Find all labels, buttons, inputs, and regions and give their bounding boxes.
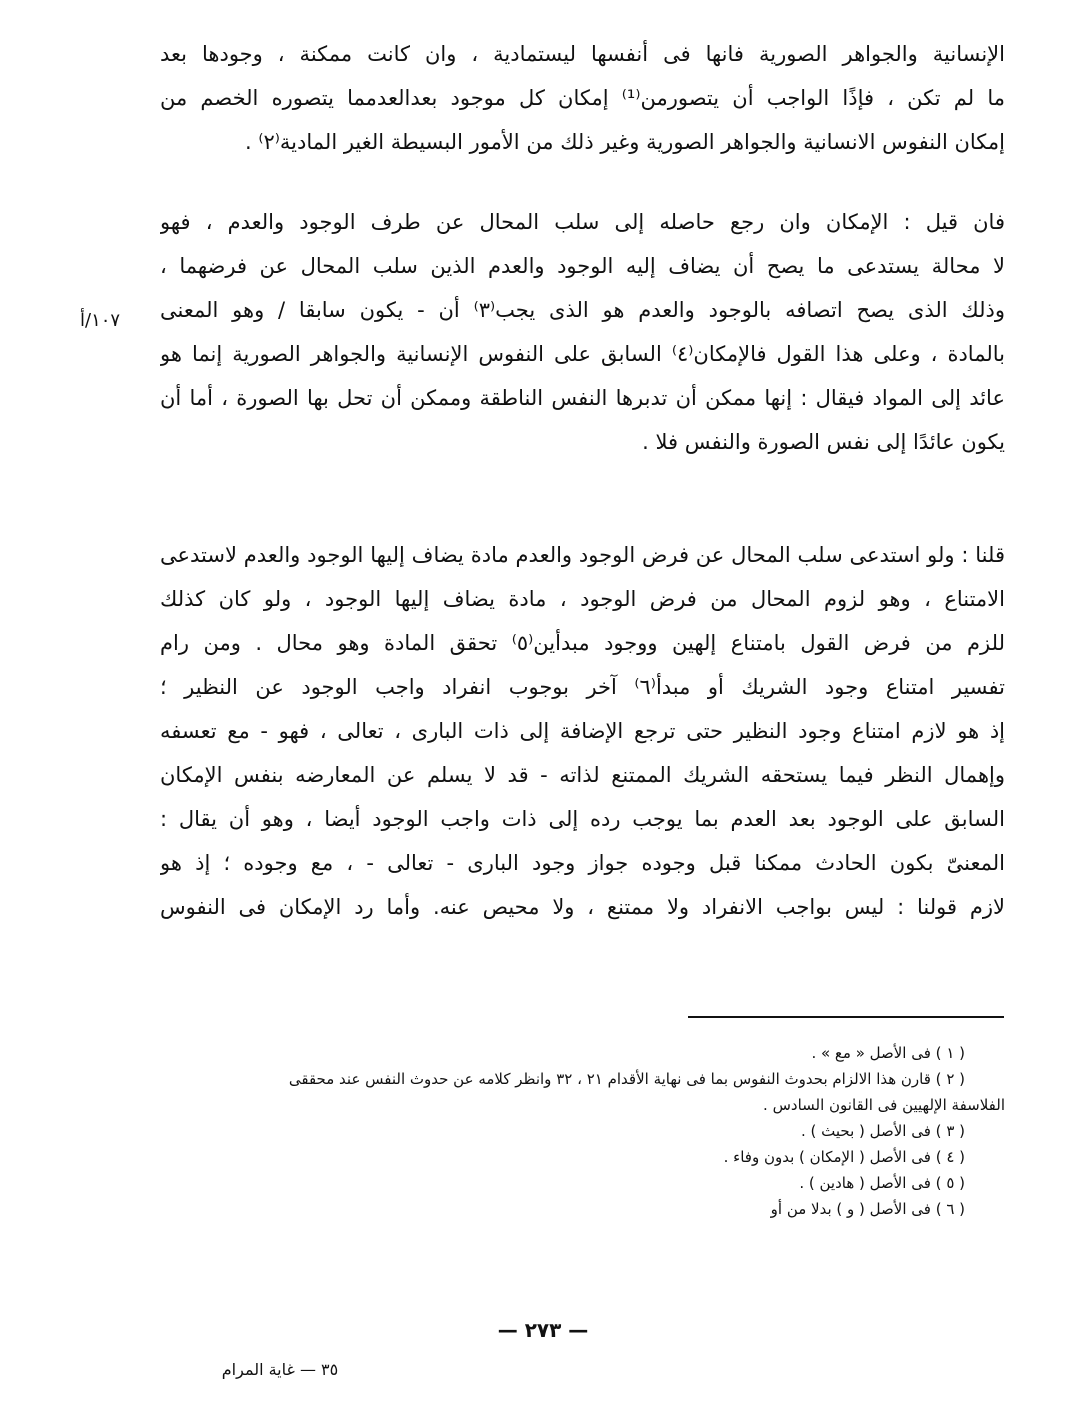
text-line: إذ هو لازم امتناع وجود النظير حتى ترجع الإضافة إلى ذات البارى ، تعالى ، فهو - مع تعسفه <box>160 719 1005 743</box>
text-line: للزم من فرض القول بامتناع إلهين ووجود مبدأين⁽٥⁾ تحقق المادة وهو محال . ومن رام <box>160 631 1005 655</box>
text-line: الامتناع ، وهو لزوم المحال من فرض الوجود ، مادة يضاف إليها الوجود ، ولو كان كذلك <box>160 587 1005 611</box>
footnote: ( ٦ ) فى الأصل ( و ) بدلا من أو <box>770 1200 965 1218</box>
text-line: بالمادة ، وعلى هذا القول فالإمكان⁽٤⁾ السابق على النفوس الإنسانية والجواهر الصورية إنما هو <box>160 342 1005 366</box>
text-line: وإهمال النظر فيما يستحقه الشريك الممتنع لذاته - قد لا يسلم عن المعارضه بنفس الإمكان <box>160 763 1005 787</box>
text-line: وذلك الذى يصح اتصافه بالوجود والعدم هو الذى يجب⁽٣⁾ أن - يكون سابقا / وهو المعنى <box>160 298 1005 322</box>
text-line: المعنىّ بكون الحادث ممكنا قبل وجوده جواز وجود البارى - تعالى - ، مع وجوده ؛ إذ هو <box>160 851 1005 875</box>
paragraph-2 <box>160 200 1005 464</box>
footnote: ( ١ ) فى الأصل « مع » . <box>811 1044 965 1062</box>
text-line: إمكان النفوس الانسانية والجواهر الصورية وغير ذلك من الأمور البسيطة الغير المادية⁽٢⁾ . <box>244 130 1005 154</box>
text-line: لا محالة يستدعى ما يصح أن يضاف إليه الوجود والعدم الذين سلب المحال عن فرضهما ، <box>160 254 1005 278</box>
text-line: لازم قولنا : ليس بواجب الانفراد ولا ممتنع ، ولا محيص عنه. وأما رد الإمكان فى النفوس <box>160 895 1005 919</box>
text-line: تفسير امتناع وجود الشريك أو مبدأ⁽٦⁾ آخر بوجوب انفراد واجب الوجود عن النظير ؛ <box>160 675 1005 699</box>
footnote: ( ٣ ) فى الأصل ( بحيث ) . <box>801 1122 965 1140</box>
text-line: الإنسانية والجواهر الصورية فانها فى أنفسها ليستمادية ، وان كانت ممكنة ، وجودها بعد <box>160 42 1005 66</box>
text-line: السابق على الوجود بعد العدم بما يوجب رده إلى ذات واجب الوجود أيضا ، وهو أن يقال : <box>160 807 1005 831</box>
text-line: ما لم تكن ، فإذًا الواجب أن يتصورمن⁽¹⁾ إمكان كل موجود بعدالعدمما يتصوره الخصم من <box>160 86 1005 110</box>
paragraph-1 <box>160 32 1005 164</box>
text-line: فان قيل : الإمكان وان رجع حاصله إلى سلب المحال عن طرف الوجود والعدم ، فهو <box>160 210 1005 234</box>
folio-margin-note: ١٠٧/أ <box>80 310 121 331</box>
text-line: يكون عائدًا إلى نفس الصورة والنفس فلا . <box>642 430 1005 454</box>
footnote: ( ٢ ) قارن هذا الالزام بحدوث النفوس بما فى نهاية الأقدام ٢١ ، ٣٢ وانظر كلامه عن حدوث النفس عند محققى <box>288 1070 965 1088</box>
footnote: ( ٥ ) فى الأصل ( هادين ) . <box>799 1174 965 1192</box>
book-signature: ٣٥ — غاية المرام <box>221 1360 339 1379</box>
paragraph-3 <box>160 533 1005 929</box>
text-line: عائد إلى المواد فيقال : إنها ممكن أن تدبرها النفس الناطقة وممكن أن تحل بها الصورة ، أما أن <box>160 386 1005 410</box>
footnote-continuation: الفلاسفة الإلهيين فى القانون السادس . <box>763 1096 1005 1114</box>
footnote: ( ٤ ) فى الأصل ( الإمكان ) بدون وفاء . <box>723 1148 965 1166</box>
footnotes <box>160 1040 1005 1222</box>
text-line: قلنا : ولو استدعى سلب المحال عن فرض الوجود والعدم مادة يضاف إليها الوجود والعدم لاستدعى <box>160 543 1005 567</box>
footnote-divider <box>688 1016 1004 1018</box>
page-number: — ٢٧٣ — <box>497 1318 589 1342</box>
